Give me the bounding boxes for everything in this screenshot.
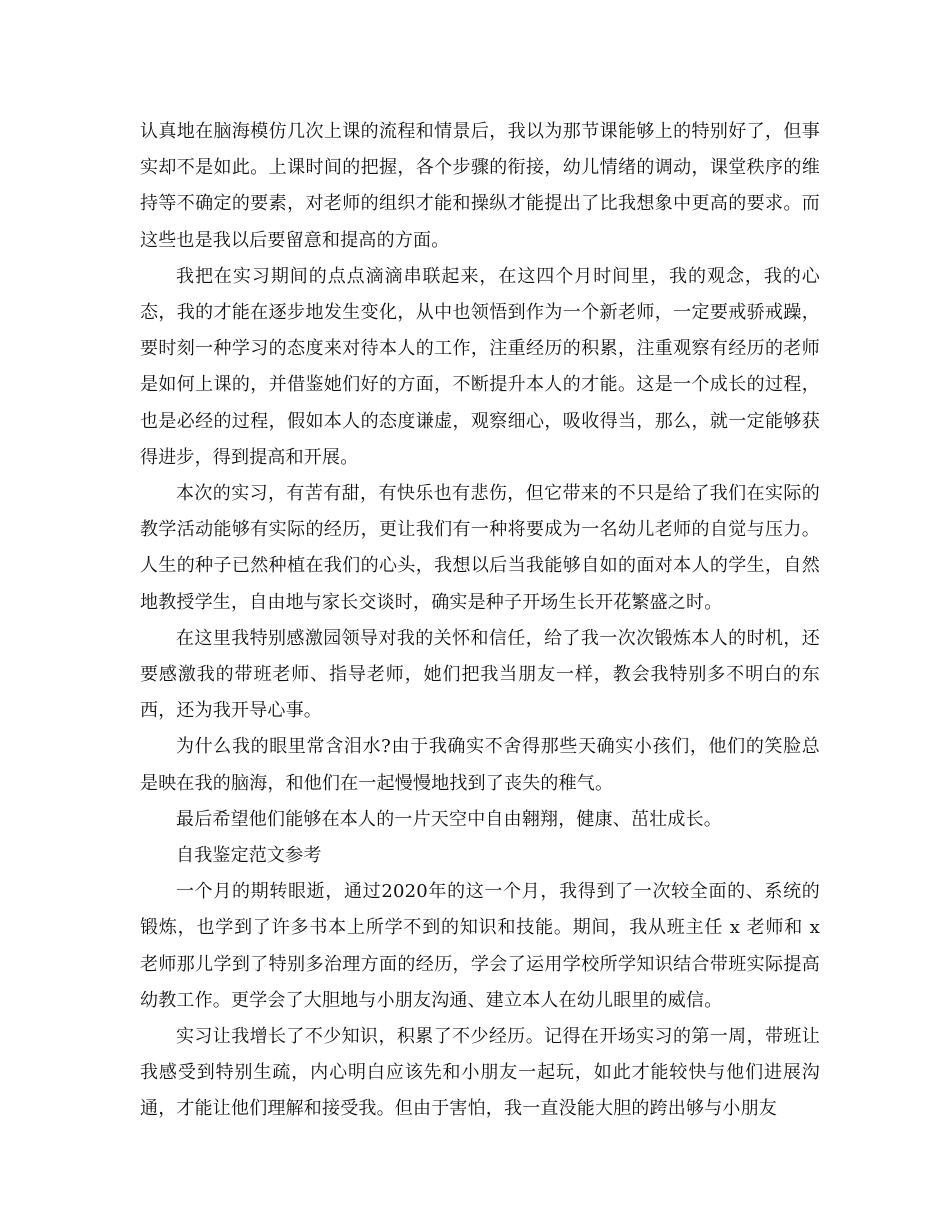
- paragraph-2: 我把在实习期间的点点滴滴串联起来，在这四个月时间里，我的观念，我的心态，我的才能在逐步地发生变化，从中也领悟到作为一个新老师，一定要戒骄戒躁，要时刻一种学习的态度来对待本人的工作，注重经历的积累，注重观察有经历的老师是如何上课的，并借鉴她们好的方面，不断提升本人的才能。这是一个成长的过程，也是必经的过程，假如本人的态度谦虚，观察细心，吸收得当，那么，就一定能够获得进步，得到提高和开展。: [140, 265, 820, 468]
- paragraph-3: 本次的实习，有苦有甜，有快乐也有悲伤，但它带来的不只是给了我们在实际的教学活动能够有实际的经历，更让我们有一种将要成为一名幼儿老师的自觉与压力。人生的种子已然种植在我们的心头，我想以后当我能够自如的面对本人的学生，自然地教授学生，自由地与家长交谈时，确实是种子开场生长开花繁盛之时。: [140, 483, 820, 613]
- document-body: [140, 114, 820, 1128]
- section-heading: 自我鉴定范文参考: [176, 845, 322, 867]
- paragraph-6: 最后希望他们能够在本人的一片天空中自由翱翔，健康、茁壮成长。: [176, 808, 722, 830]
- paragraph-5: 为什么我的眼里常含泪水?由于我确实不舍得那些天确实小孩们，他们的笑脸总是映在我的脑海，和他们在一起慢慢地找到了丧失的稚气。: [140, 736, 820, 794]
- paragraph-8: 实习让我增长了不少知识，积累了不少经历。记得在开场实习的第一周，带班让我感受到特别生疏，内心明白应该先和小朋友一起玩，如此才能较快与他们进展沟通，才能让他们理解和接受我。但由于害怕，我一直没能大胆的跨出够与小朋友: [140, 1026, 820, 1120]
- paragraph-4: 在这里我特别感激园领导对我的关怀和信任，给了我一次次锻炼本人的时机，还要感激我的带班老师、指导老师，她们把我当朋友一样，教会我特别多不明白的东西，还为我开导心事。: [140, 627, 820, 722]
- paragraph-7: 一个月的期转眼逝，通过2020年的这一个月，我得到了一次较全面的、系统的锻炼，也学到了许多书本上所学不到的知识和技能。期间，我从班主任 x 老师和 x 老师那儿学到了特别多治理方面的经历，学会了运用学校所学知识结合带班实际提高幼教工作。更学会了大胆地与小朋友沟通、建立本人在幼儿眼里的威信。: [140, 881, 820, 1011]
- paragraph-1: 认真地在脑海模仿几次上课的流程和情景后，我以为那节课能够上的特别好了，但事实却不是如此。上课时间的把握，各个步骤的衔接，幼儿情绪的调动，课堂秩序的维持等不确定的要素，对老师的组织才能和操纵才能提出了比我想象中更高的要求。而这些也是我以后要留意和提高的方面。: [140, 121, 820, 251]
